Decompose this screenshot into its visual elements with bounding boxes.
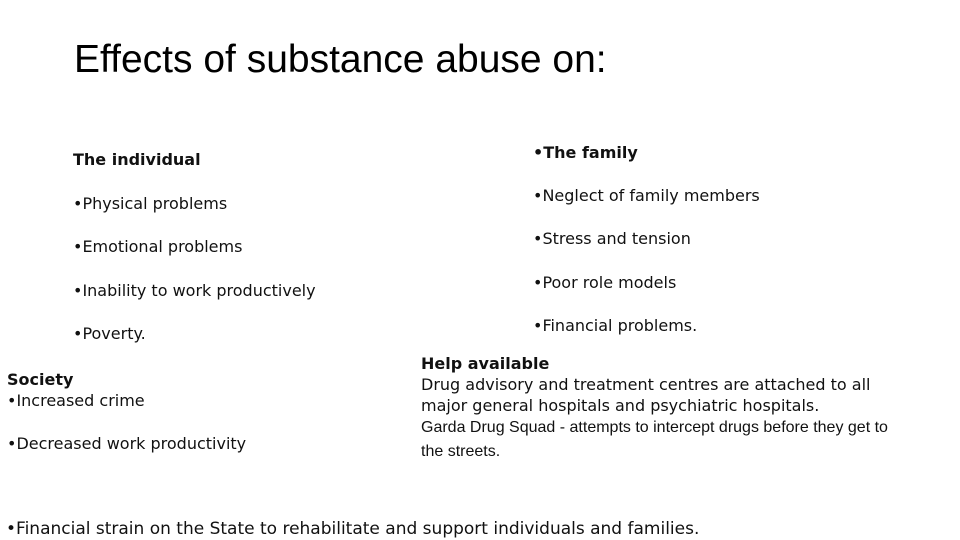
individual-heading: The individual — [73, 150, 201, 169]
individual-item-2: •Emotional problems — [73, 237, 243, 256]
society-item-1: •Increased crime — [7, 391, 145, 410]
help-paragraph-2: Garda Drug Squad - attempts to intercept drugs before they get to the streets. — [421, 419, 888, 460]
help-heading: Help available — [421, 354, 550, 373]
family-item-3: •Poor role models — [533, 273, 677, 292]
society-item-2: •Decreased work productivity — [7, 434, 247, 453]
individual-item-3: •Inability to work productively — [73, 281, 316, 300]
help-section — [421, 353, 891, 464]
footer-note: •Financial strain on the State to rehabilitate and support individuals and families. — [6, 519, 700, 539]
individual-item-1: •Physical problems — [73, 194, 228, 213]
family-item-2: •Stress and tension — [533, 229, 691, 248]
individual-item-4: •Poverty. — [73, 324, 146, 343]
family-heading: •The family — [533, 143, 638, 162]
family-item-1: •Neglect of family members — [533, 186, 760, 205]
slide-title: Effects of substance abuse on: — [74, 38, 607, 81]
help-paragraph-1: Drug advisory and treatment centres are attached to all major general hospitals and psychiatric hospitals. — [421, 375, 871, 415]
society-heading: Society — [7, 370, 74, 389]
family-item-4: •Financial problems. — [533, 316, 698, 335]
